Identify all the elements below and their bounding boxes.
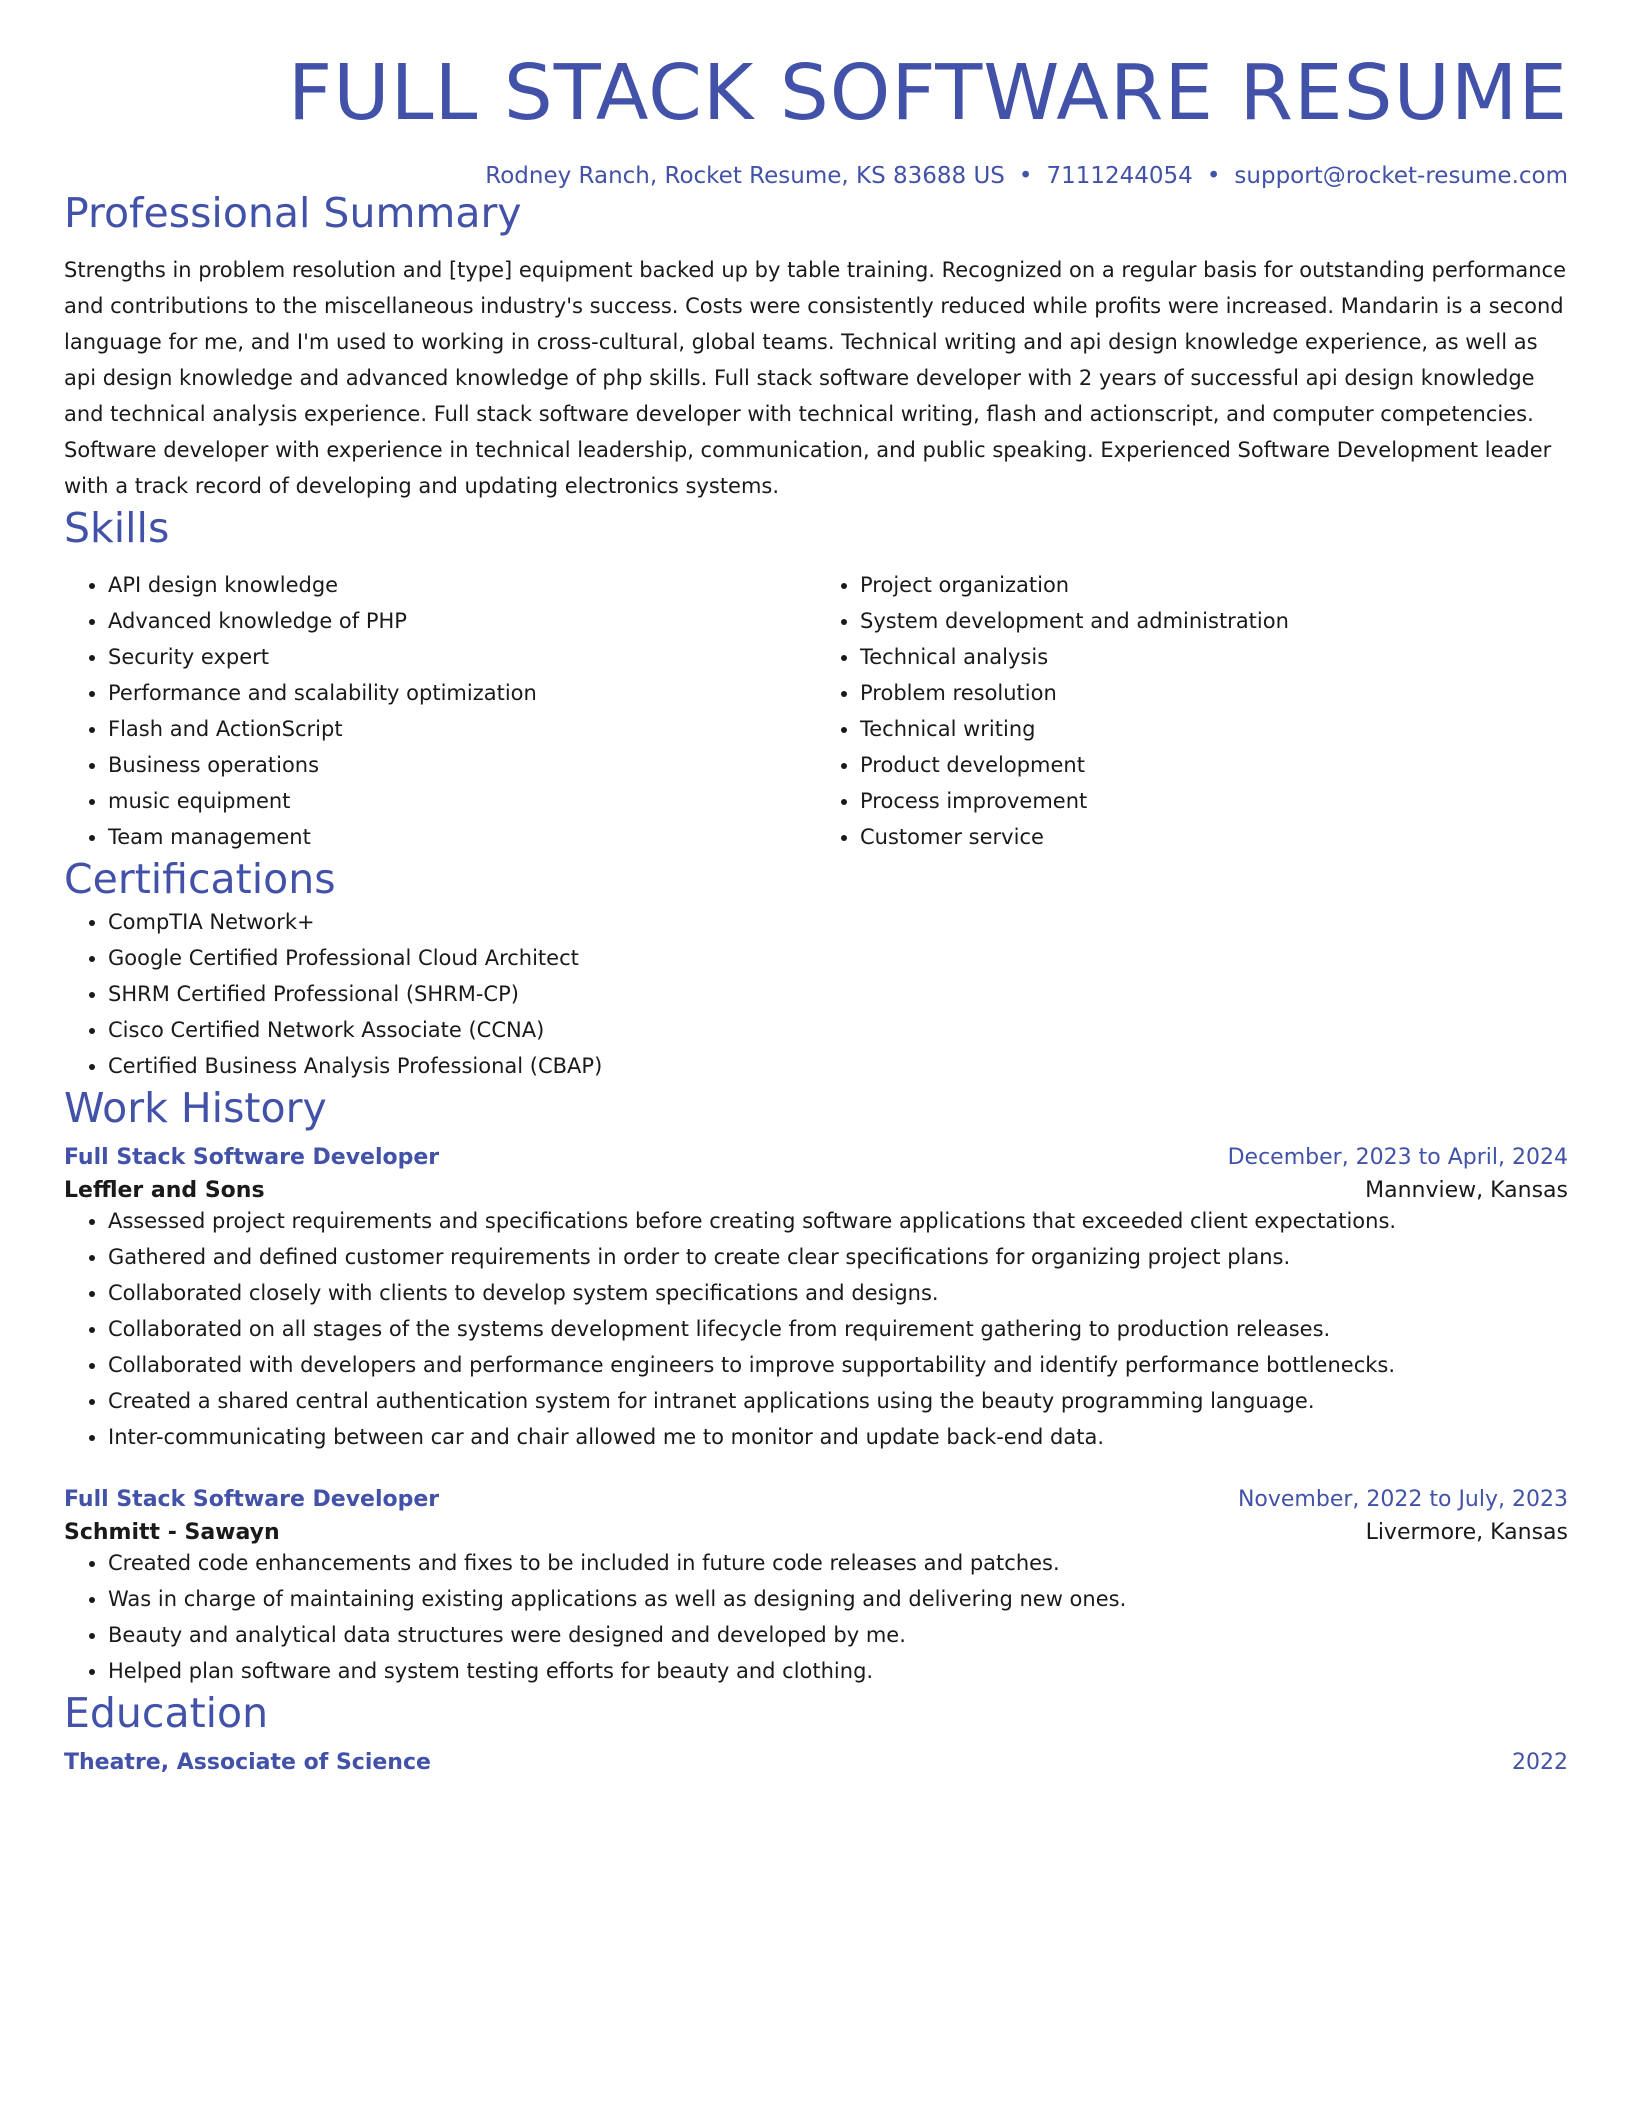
certifications-list [64,904,1568,1084]
skill-item: • Technical writing [860,711,1568,747]
job-dates: December, 2023 to April, 2024 [1227,1145,1568,1171]
job-duty: • Created code enhancements and fixes to be included in future code releases and patches. [108,1545,1568,1581]
job-dates: November, 2022 to July, 2023 [1237,1487,1568,1513]
skill-item: • API design knowledge [108,567,816,603]
contact-email: support@rocket-resume.com [1234,162,1568,189]
contact-separator: • [1018,162,1033,189]
skill-item: • music equipment [108,783,816,819]
certification-item: • Google Certified Professional Cloud Architect [108,940,1568,976]
job-entry [64,1145,1568,1455]
skill-item: • System development and administration [860,603,1568,639]
skill-item: • Advanced knowledge of PHP [108,603,816,639]
job-title: Full Stack Software Developer [64,1145,440,1171]
education-entry [64,1750,1568,1775]
certification-item: • CompTIA Network+ [108,904,1568,940]
skill-item: • Product development [860,747,1568,783]
job-duty: • Collaborated on all stages of the systems development lifecycle from requirement gathering to production releases. [108,1311,1568,1347]
work-history-heading: Work History [64,1084,327,1133]
job-entry [64,1487,1568,1689]
job-duties-list [64,1203,1568,1455]
certification-item: • Cisco Certified Network Associate (CCNA) [108,1012,1568,1048]
skills-column-left [64,567,816,855]
skill-item: • Security expert [108,639,816,675]
summary-heading: Professional Summary [64,188,522,237]
job-duty: • Created a shared central authentication system for intranet applications using the beauty programming language. [108,1383,1568,1419]
job-subheader [64,1512,1568,1545]
contact-phone: 7111244054 [1046,162,1193,189]
skill-item: • Problem resolution [860,675,1568,711]
job-location: Mannview, Kansas [1365,1178,1568,1204]
job-duty: • Beauty and analytical data structures were designed and developed by me. [108,1617,1568,1653]
skills-list [64,567,1568,855]
contact-address: Rodney Ranch, Rocket Resume, KS 83688 US [485,162,1005,189]
certifications-heading: Certifications [64,854,336,903]
contact-separator: • [1206,162,1221,189]
skills-column-right [816,567,1568,855]
job-duties-list [64,1545,1568,1689]
skill-item: • Technical analysis [860,639,1568,675]
summary-text: Strengths in problem resolution and [type] equipment backed up by table training. Recognized on a regular basis for outstanding performance and contributions to the miscellaneous industry's success. Costs were consistently reduced while profits were increased. Mandarin is a second language for me, and I'm used to working in cross-cultural, global teams. Technical writing and api design knowledge experience, as well as api design knowledge and advanced knowledge of php skills. Full stack software developer with 2 years of successful api design knowledge and technical analysis experience. Full stack software developer with technical writing, flash and actionscript, and computer competencies. Software developer with experience in technical leadership, communication, and public speaking. Experienced Software Development leader with a track record of developing and updating electronics systems. [64,257,1567,498]
skill-item: • Project organization [860,567,1568,603]
skill-item: • Flash and ActionScript [108,711,816,747]
job-title: Full Stack Software Developer [64,1487,440,1513]
job-subheader [64,1170,1568,1203]
job-header [64,1487,1568,1512]
skill-item: • Performance and scalability optimization [108,675,816,711]
contact-line [64,163,1568,189]
job-duty: • Collaborated with developers and performance engineers to improve supportability and identify performance bottlenecks. [108,1347,1568,1383]
skill-item: • Process improvement [860,783,1568,819]
job-duty: • Was in charge of maintaining existing applications as well as designing and delivering new ones. [108,1581,1568,1617]
skills-heading: Skills [64,503,170,552]
education-degree: Theatre, Associate of Science [64,1750,431,1776]
job-company: Schmitt - Sawayn [64,1520,280,1546]
job-duty: • Inter-communicating between car and chair allowed me to monitor and update back-end data. [108,1419,1568,1455]
job-duty: • Helped plan software and system testing efforts for beauty and clothing. [108,1653,1568,1689]
skill-item: • Customer service [860,819,1568,855]
skill-item: • Team management [108,819,816,855]
certification-item: • SHRM Certified Professional (SHRM-CP) [108,976,1568,1012]
resume-title: FULL STACK SOFTWARE RESUME [287,49,1568,138]
education-year: 2022 [1512,1750,1568,1776]
skill-item: • Business operations [108,747,816,783]
job-header [64,1145,1568,1170]
job-duty: • Gathered and defined customer requirements in order to create clear specifications for organizing project plans. [108,1239,1568,1275]
job-location: Livermore, Kansas [1365,1520,1568,1546]
education-heading: Education [64,1689,269,1738]
job-duty: • Assessed project requirements and specifications before creating software applications that exceeded client expectations. [108,1203,1568,1239]
job-company: Leffler and Sons [64,1178,265,1204]
job-duty: • Collaborated closely with clients to develop system specifications and designs. [108,1275,1568,1311]
certification-item: • Certified Business Analysis Professional (CBAP) [108,1048,1568,1084]
